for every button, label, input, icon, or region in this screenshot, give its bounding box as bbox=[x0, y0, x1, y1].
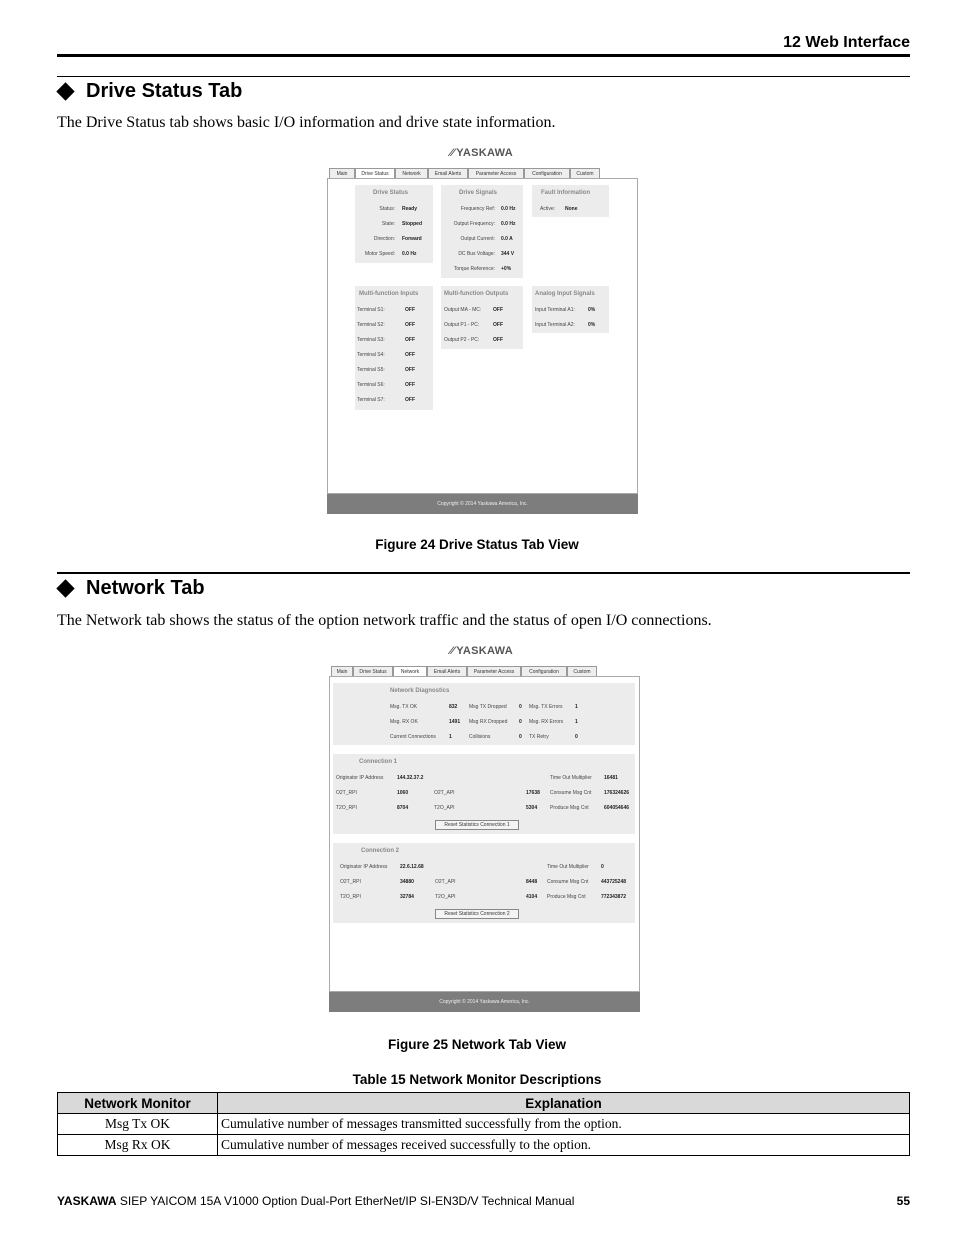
consume-msg-cnt-value: 176324626 bbox=[604, 790, 630, 796]
figure-25-caption: Figure 25 Network Tab View bbox=[387, 1037, 567, 1052]
state-label: State: bbox=[381, 221, 395, 227]
footer-brand: YASKAWA bbox=[57, 1194, 117, 1208]
produce-msg-cnt-value: 772343872 bbox=[601, 894, 627, 900]
multi-function-outputs-panel bbox=[441, 286, 523, 349]
terminal-s7-label: Terminal S7: bbox=[357, 397, 385, 403]
yaskawa-logo: ⁄⁄ YASKAWA bbox=[450, 645, 513, 657]
consume-msg-cnt-label: Consume Msg Cnt bbox=[550, 790, 592, 796]
direction-value: Forward bbox=[402, 236, 422, 242]
output-current-value: 0.0 A bbox=[501, 236, 513, 242]
panel-title: Connection 2 bbox=[361, 848, 400, 854]
output-ma-mc-label: Output MA - MC: bbox=[444, 307, 482, 313]
output-current-label: Output Current: bbox=[460, 236, 495, 242]
network-diagnostics-panel bbox=[333, 683, 635, 745]
tab-custom[interactable]: Custom bbox=[567, 666, 597, 677]
msg-rx-ok-label: Msg. RX OK bbox=[390, 719, 418, 725]
terminal-s7-value: OFF bbox=[405, 397, 415, 403]
panel-title: Drive Signals bbox=[459, 190, 498, 196]
tab-parameter-access[interactable]: Parameter Access bbox=[467, 666, 521, 677]
tab-network[interactable]: Network bbox=[393, 666, 427, 677]
monitor-cell: Msg Tx OK bbox=[58, 1114, 218, 1135]
t2o-rpi-label: T2O_RPI bbox=[340, 894, 361, 900]
footer-manual-title: SIEP YAICOM 15A V1000 Option Dual-Port EtherNet/IP SI-EN3D/V Technical Manual bbox=[116, 1194, 575, 1208]
direction-label: Direction: bbox=[373, 236, 395, 242]
frequency-ref-label: Frequency Ref: bbox=[460, 206, 495, 212]
collisions-value: 0 bbox=[519, 734, 522, 740]
figure-24-caption: Figure 24 Drive Status Tab View bbox=[375, 537, 579, 552]
explanation-cell: Cumulative number of messages transmitted successfully from the option. bbox=[218, 1114, 910, 1135]
current-connections-value: 1 bbox=[449, 734, 452, 740]
reset-statistics-connection-1-button[interactable]: Reset Statistics Connection 1 bbox=[435, 820, 519, 830]
t2o-rpi-value: 8704 bbox=[397, 805, 409, 811]
o2t-api-value: 17638 bbox=[526, 790, 540, 796]
network-monitor-table bbox=[57, 1092, 910, 1156]
dc-bus-voltage-value: 344 V bbox=[501, 251, 515, 257]
produce-msg-cnt-value: 604054646 bbox=[604, 805, 630, 811]
output-frequency-value: 0.0 Hz bbox=[501, 221, 516, 227]
table-15-caption: Table 15 Network Monitor Descriptions bbox=[352, 1072, 602, 1087]
fault-active-label: Active: bbox=[540, 206, 556, 212]
network-screenshot bbox=[328, 639, 641, 1012]
tab-email-alerts[interactable]: Email Alerts bbox=[427, 666, 467, 677]
t2o-api-value: 5304 bbox=[526, 805, 538, 811]
panel-title: Network Diagnostics bbox=[390, 688, 450, 694]
panel-title: Drive Status bbox=[373, 190, 409, 196]
tab-main[interactable]: Main bbox=[331, 666, 353, 677]
originator-ip-value: 22.6.12.68 bbox=[400, 864, 424, 870]
running-header: 12 Web Interface bbox=[783, 34, 910, 51]
o2t-api-label: O2T_API bbox=[434, 790, 455, 796]
msg-rx-errors-value: 1 bbox=[575, 719, 578, 725]
terminal-s3-value: OFF bbox=[405, 337, 415, 343]
monitor-cell: Msg Rx OK bbox=[58, 1135, 218, 1156]
tab-parameter-access[interactable]: Parameter Access bbox=[468, 168, 524, 179]
time-out-multiplier-value: 0 bbox=[601, 864, 604, 870]
table-row bbox=[58, 1135, 910, 1156]
drive-status-panel bbox=[355, 185, 433, 263]
tab-network[interactable]: Network bbox=[395, 168, 428, 179]
drive-status-screenshot bbox=[326, 141, 639, 515]
motor-speed-label: Motor Speed: bbox=[364, 251, 395, 257]
o2t-rpi-value: 1060 bbox=[397, 790, 409, 796]
msg-rx-ok-value: 1491 bbox=[449, 719, 461, 725]
terminal-s4-value: OFF bbox=[405, 352, 415, 358]
section-rule bbox=[57, 76, 910, 77]
diamond-bullet-icon bbox=[56, 82, 74, 100]
yaskawa-logo: ⁄⁄ YASKAWA bbox=[450, 147, 513, 159]
tab-custom[interactable]: Custom bbox=[570, 168, 600, 179]
multi-function-inputs-panel bbox=[355, 286, 433, 410]
reset-statistics-connection-2-button[interactable]: Reset Statistics Connection 2 bbox=[435, 909, 519, 919]
input-terminal-a1-value: 0% bbox=[588, 307, 596, 313]
terminal-s1-value: OFF bbox=[405, 307, 415, 313]
msg-tx-dropped-label: Msg TX Dropped bbox=[469, 704, 507, 710]
time-out-multiplier-label: Time Out Multiplier bbox=[550, 775, 592, 781]
explanation-cell: Cumulative number of messages received successfully to the option. bbox=[218, 1135, 910, 1156]
panel-title: Connection 1 bbox=[359, 759, 398, 765]
header-rule bbox=[57, 54, 910, 57]
produce-msg-cnt-label: Produce Msg Cnt bbox=[550, 805, 589, 811]
tab-drive-status[interactable]: Drive Status bbox=[355, 168, 395, 179]
output-ma-mc-value: OFF bbox=[493, 307, 503, 313]
terminal-s2-label: Terminal S2: bbox=[357, 322, 385, 328]
status-label: Status: bbox=[379, 206, 395, 212]
input-terminal-a1-label: Input Terminal A1: bbox=[535, 307, 575, 313]
drive-signals-panel bbox=[441, 185, 523, 278]
copyright-footer: Copyright © 2014 Yaskawa America, Inc. bbox=[327, 494, 638, 514]
fault-active-value: None bbox=[565, 206, 578, 212]
terminal-s5-value: OFF bbox=[405, 367, 415, 373]
diamond-bullet-icon bbox=[56, 579, 74, 597]
state-value: Stopped bbox=[402, 221, 422, 227]
status-value: Ready bbox=[402, 206, 418, 212]
time-out-multiplier-label: Time Out Multiplier bbox=[547, 864, 589, 870]
input-terminal-a2-label: Input Terminal A2: bbox=[535, 322, 575, 328]
o2t-rpi-label: O2T_RPI bbox=[340, 879, 361, 885]
fault-information-panel bbox=[532, 185, 609, 217]
column-header-explanation: Explanation bbox=[218, 1093, 910, 1114]
msg-rx-errors-label: Msg. RX Errors bbox=[529, 719, 564, 725]
t2o-api-value: 4104 bbox=[526, 894, 538, 900]
torque-reference-value: +0% bbox=[501, 266, 512, 272]
msg-tx-ok-label: Msg. TX OK bbox=[390, 704, 418, 710]
column-header-network-monitor: Network Monitor bbox=[58, 1093, 218, 1114]
connection-2-panel bbox=[333, 843, 635, 923]
output-p2-pc-label: Output P2 - PC: bbox=[444, 337, 480, 343]
t2o-rpi-value: 32784 bbox=[400, 894, 414, 900]
panel-title: Multi-function Outputs bbox=[444, 291, 509, 297]
dc-bus-voltage-label: DC Bus Voltage: bbox=[458, 251, 495, 257]
msg-tx-errors-label: Msg. TX Errors bbox=[529, 704, 563, 710]
tx-retry-label: TX Retry bbox=[529, 734, 549, 740]
time-out-multiplier-value: 16481 bbox=[604, 775, 618, 781]
network-intro: The Network tab shows the status of the option network traffic and the status of open I/O connections. bbox=[57, 612, 712, 629]
torque-reference-label: Torque Reference: bbox=[453, 266, 495, 272]
terminal-s2-value: OFF bbox=[405, 322, 415, 328]
t2o-rpi-label: T2O_RPI bbox=[336, 805, 357, 811]
output-frequency-label: Output Frequency: bbox=[453, 221, 495, 227]
section-heading-network bbox=[57, 577, 205, 600]
current-connections-label: Current Connections bbox=[390, 734, 436, 740]
terminal-s5-label: Terminal S5: bbox=[357, 367, 385, 373]
tab-drive-status[interactable]: Drive Status bbox=[353, 666, 393, 677]
output-p1-pc-label: Output P1 - PC: bbox=[444, 322, 480, 328]
panel-title: Fault Information bbox=[541, 190, 590, 196]
input-terminal-a2-value: 0% bbox=[588, 322, 596, 328]
terminal-s6-value: OFF bbox=[405, 382, 415, 388]
page-number: 55 bbox=[896, 1194, 910, 1208]
motor-speed-value: 0.0 Hz bbox=[402, 251, 417, 257]
section-title: Drive Status Tab bbox=[86, 80, 243, 102]
drive-status-intro: The Drive Status tab shows basic I/O information and drive state information. bbox=[57, 114, 556, 131]
msg-tx-ok-value: 832 bbox=[449, 704, 458, 710]
frequency-ref-value: 0.0 Hz bbox=[501, 206, 516, 212]
t2o-api-label: T2O_API bbox=[434, 805, 455, 811]
panel-title: Multi-function Inputs bbox=[359, 291, 419, 297]
produce-msg-cnt-label: Produce Msg Cnt bbox=[547, 894, 586, 900]
o2t-api-label: O2T_API bbox=[435, 879, 456, 885]
table-row bbox=[58, 1114, 910, 1135]
msg-tx-errors-value: 1 bbox=[575, 704, 578, 710]
msg-tx-dropped-value: 0 bbox=[519, 704, 522, 710]
o2t-rpi-label: O2T_RPI bbox=[336, 790, 357, 796]
terminal-s1-label: Terminal S1: bbox=[357, 307, 385, 313]
consume-msg-cnt-label: Consume Msg Cnt bbox=[547, 879, 589, 885]
tx-retry-value: 0 bbox=[575, 734, 578, 740]
tab-configuration[interactable]: Configuration bbox=[521, 666, 567, 677]
panel-title: Analog Input Signals bbox=[535, 291, 595, 297]
section-heading-drive-status bbox=[57, 80, 242, 103]
originator-ip-label: Originator IP Address bbox=[336, 775, 384, 781]
section-title: Network Tab bbox=[86, 577, 205, 599]
originator-ip-label: Originator IP Address bbox=[340, 864, 388, 870]
tab-configuration[interactable]: Configuration bbox=[524, 168, 570, 179]
terminal-s4-label: Terminal S4: bbox=[357, 352, 385, 358]
o2t-api-value: 8448 bbox=[526, 879, 538, 885]
table-header-row bbox=[58, 1093, 910, 1114]
tab-email-alerts[interactable]: Email Alerts bbox=[428, 168, 468, 179]
terminal-s3-label: Terminal S3: bbox=[357, 337, 385, 343]
collisions-label: Collisions bbox=[469, 734, 491, 740]
output-p2-pc-value: OFF bbox=[493, 337, 503, 343]
section-rule bbox=[57, 572, 910, 574]
analog-input-signals-panel bbox=[532, 286, 609, 333]
output-p1-pc-value: OFF bbox=[493, 322, 503, 328]
t2o-api-label: T2O_API bbox=[435, 894, 456, 900]
o2t-rpi-value: 34880 bbox=[400, 879, 414, 885]
consume-msg-cnt-value: 443725248 bbox=[601, 879, 627, 885]
msg-rx-dropped-label: Msg RX Dropped bbox=[469, 719, 508, 725]
tab-main[interactable]: Main bbox=[329, 168, 355, 179]
page-footer bbox=[57, 1194, 574, 1208]
terminal-s6-label: Terminal S6: bbox=[357, 382, 385, 388]
connection-1-panel bbox=[333, 754, 635, 834]
msg-rx-dropped-value: 0 bbox=[519, 719, 522, 725]
originator-ip-value: 144.32.37.2 bbox=[397, 775, 424, 781]
copyright-footer: Copyright © 2014 Yaskawa America, Inc. bbox=[329, 992, 640, 1012]
